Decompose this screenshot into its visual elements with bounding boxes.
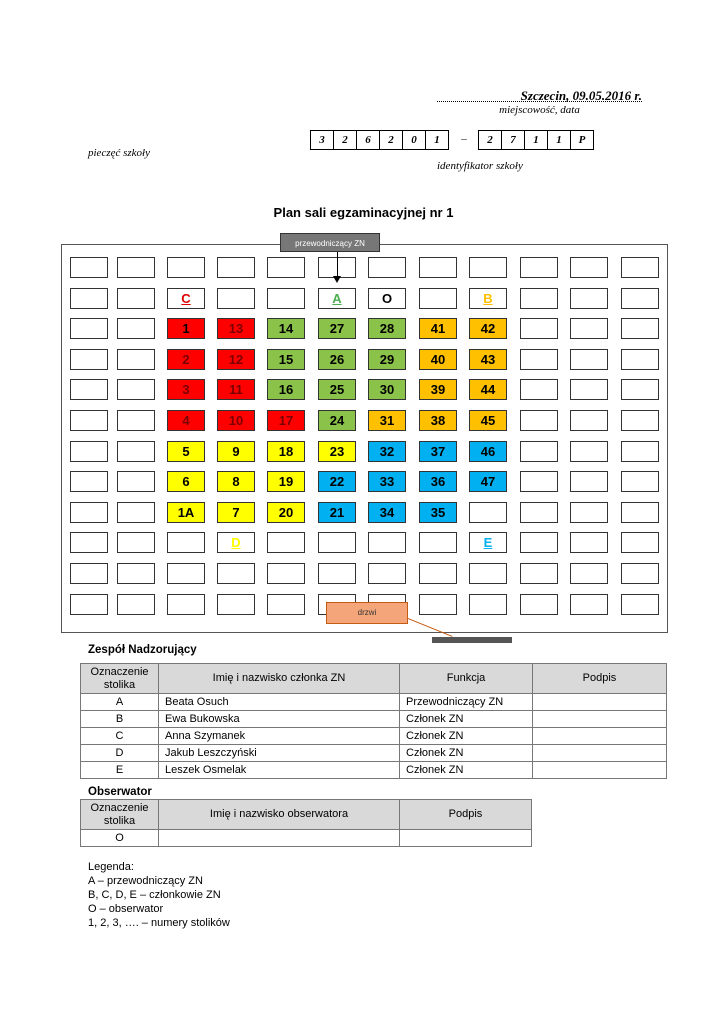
desk-empty — [117, 471, 155, 492]
desk-1A — [167, 502, 205, 523]
desk-empty — [167, 532, 205, 553]
desk-number: 7 — [232, 504, 240, 520]
desk-36 — [419, 471, 457, 492]
legend-line: A – przewodniczący ZN — [88, 875, 203, 887]
supervisor-marker: C — [181, 290, 191, 306]
desk-38 — [419, 410, 457, 431]
member-role: Przewodniczący ZN — [400, 694, 533, 711]
school-id-digit: 2 — [478, 130, 502, 150]
desk-24 — [318, 410, 356, 431]
school-id-digit: 1 — [524, 130, 548, 150]
desk-empty — [520, 410, 558, 431]
desk-empty — [117, 318, 155, 339]
desk-empty — [570, 594, 608, 615]
desk-11 — [217, 379, 255, 400]
desk-code: D — [81, 745, 159, 762]
desk-empty — [570, 379, 608, 400]
signature-cell[interactable] — [533, 711, 667, 728]
desk-number: 43 — [480, 351, 496, 367]
desk-number: 37 — [430, 443, 446, 459]
desk-number: 9 — [232, 443, 240, 459]
desk-empty — [621, 379, 659, 400]
desk-empty — [167, 594, 205, 615]
legend-title: Legenda: — [88, 861, 134, 873]
desk-empty — [419, 257, 457, 278]
desk-empty — [267, 288, 305, 309]
table-row — [81, 728, 667, 745]
table-row — [81, 745, 667, 762]
desk-empty — [621, 349, 659, 370]
desk-37 — [419, 441, 457, 462]
desk-number: 25 — [329, 382, 345, 398]
observer-title: Obserwator — [88, 786, 152, 798]
desk-empty — [117, 288, 155, 309]
desk-number: 23 — [329, 443, 345, 459]
desk-empty — [621, 257, 659, 278]
desk-9 — [217, 441, 255, 462]
desk-empty — [520, 288, 558, 309]
desk-41 — [419, 318, 457, 339]
desk-code: E — [81, 762, 159, 779]
stamp-caption: pieczęć szkoły — [88, 147, 150, 159]
desk-number: 33 — [379, 474, 395, 490]
desk-marker-A — [318, 288, 356, 309]
desk-empty — [621, 502, 659, 523]
member-role: Członek ZN — [400, 711, 533, 728]
desk-3 — [167, 379, 205, 400]
city-date: Szczecin, 09.05.2016 r. — [520, 88, 642, 103]
school-id-caption: identyfikator szkoły — [437, 160, 523, 172]
desk-5 — [167, 441, 205, 462]
desk-empty — [70, 257, 108, 278]
observer-header-desk: Oznaczenie stolika — [81, 800, 159, 830]
desk-14 — [267, 318, 305, 339]
team-table — [80, 663, 667, 779]
desk-empty — [368, 532, 406, 553]
desk-empty — [570, 532, 608, 553]
desk-empty — [70, 410, 108, 431]
school-id-digit: 2 — [333, 130, 357, 150]
desk-number: 1A — [177, 504, 195, 520]
desk-16 — [267, 379, 305, 400]
desk-4 — [167, 410, 205, 431]
desk-39 — [419, 379, 457, 400]
desk-number: 12 — [228, 351, 244, 367]
school-id-digit: P — [570, 130, 594, 150]
desk-empty — [520, 318, 558, 339]
desk-empty — [469, 563, 507, 584]
desk-empty — [117, 349, 155, 370]
chair-arrow — [337, 252, 338, 278]
desk-17 — [267, 410, 305, 431]
supervisor-marker: E — [483, 535, 493, 551]
desk-empty — [318, 563, 356, 584]
desk-20 — [267, 502, 305, 523]
legend-line: O – obserwator — [88, 903, 164, 915]
desk-number: 24 — [329, 413, 345, 428]
desk-empty — [167, 257, 205, 278]
team-header-desk: Oznaczenie stolika — [81, 664, 159, 694]
signature-cell[interactable] — [533, 762, 667, 779]
school-id — [311, 130, 594, 150]
desk-empty — [217, 594, 255, 615]
desk-empty — [267, 594, 305, 615]
desk-empty — [621, 471, 659, 492]
desk-empty — [267, 563, 305, 584]
desk-empty — [621, 318, 659, 339]
member-name: Leszek Osmelak — [159, 762, 400, 779]
desk-8 — [217, 471, 255, 492]
desk-empty — [217, 257, 255, 278]
desk-marker-E — [469, 532, 507, 553]
desk-empty — [520, 563, 558, 584]
desk-empty — [419, 288, 457, 309]
desk-empty — [520, 257, 558, 278]
member-name: Beata Osuch — [159, 694, 400, 711]
desk-number: 5 — [182, 443, 190, 459]
desk-number: 2 — [182, 351, 190, 367]
desk-33 — [368, 471, 406, 492]
desk-empty — [70, 471, 108, 492]
desk-number: 42 — [480, 321, 496, 337]
desk-empty — [70, 441, 108, 462]
desk-35 — [419, 502, 457, 523]
door-label: drzwi — [326, 602, 408, 624]
desk-number: 35 — [430, 504, 446, 520]
desk-26 — [318, 349, 356, 370]
desk-empty — [570, 563, 608, 584]
desk-10 — [217, 410, 255, 431]
desk-number: 28 — [379, 321, 395, 337]
plan-title: Plan sali egzaminacyjnej nr 1 — [273, 205, 454, 220]
desk-21 — [318, 502, 356, 523]
desk-code: B — [81, 711, 159, 728]
desk-empty — [70, 594, 108, 615]
desk-empty — [117, 379, 155, 400]
desk-empty — [520, 471, 558, 492]
member-role: Członek ZN — [400, 762, 533, 779]
school-id-digit: 0 — [402, 130, 426, 150]
desk-empty — [520, 379, 558, 400]
desk-empty — [267, 257, 305, 278]
desk-13 — [217, 318, 255, 339]
desk-empty — [419, 563, 457, 584]
desk-empty — [117, 563, 155, 584]
desk-number: 44 — [480, 382, 496, 398]
desk-empty — [570, 502, 608, 523]
desk-empty — [570, 288, 608, 309]
signature-cell[interactable] — [533, 728, 667, 745]
desk-empty — [570, 471, 608, 492]
school-id-digit: 3 — [310, 130, 334, 150]
desk-O — [368, 288, 406, 309]
school-id-digit: 7 — [501, 130, 525, 150]
school-id-digit: 6 — [356, 130, 380, 150]
desk-number: 45 — [480, 413, 496, 428]
signature-cell[interactable] — [533, 694, 667, 711]
desk-empty — [621, 288, 659, 309]
desk-45 — [469, 410, 507, 431]
desk-empty — [70, 349, 108, 370]
desk-number: 14 — [278, 321, 294, 337]
team-header-role: Funkcja — [400, 664, 533, 694]
desk-code: A — [81, 694, 159, 711]
desk-code: O — [81, 830, 159, 847]
desk-empty — [267, 532, 305, 553]
desk-number: 18 — [278, 443, 294, 459]
team-title: Zespół Nadzorujący — [88, 644, 197, 656]
desk-number: 29 — [379, 351, 395, 367]
school-id-digit: 2 — [379, 130, 403, 150]
table-row — [81, 711, 667, 728]
school-id-digit: 1 — [425, 130, 449, 150]
desk-empty — [217, 563, 255, 584]
desk-30 — [368, 379, 406, 400]
desk-empty — [368, 563, 406, 584]
desk-empty — [570, 257, 608, 278]
desk-47 — [469, 471, 507, 492]
desk-15 — [267, 349, 305, 370]
desk-empty — [621, 563, 659, 584]
desk-18 — [267, 441, 305, 462]
desk-empty — [570, 410, 608, 431]
legend-line: B, C, D, E – członkowie ZN — [88, 889, 221, 901]
chair-label: przewodniczący ZN — [280, 233, 380, 252]
desk-empty — [621, 441, 659, 462]
member-name: Jakub Leszczyński — [159, 745, 400, 762]
desk-empty — [621, 532, 659, 553]
desk-number: 6 — [182, 474, 190, 490]
city-date-caption: miejscowość, data — [499, 104, 580, 116]
desk-empty — [469, 502, 507, 523]
desk-42 — [469, 318, 507, 339]
observer-header-signature: Podpis — [400, 800, 532, 830]
desk-number: 36 — [430, 474, 446, 490]
desk-29 — [368, 349, 406, 370]
desk-empty — [621, 410, 659, 431]
desk-empty — [570, 318, 608, 339]
desk-empty — [520, 594, 558, 615]
desk-empty — [520, 502, 558, 523]
supervisor-marker: D — [231, 535, 241, 551]
desk-empty — [419, 532, 457, 553]
desk-empty — [70, 563, 108, 584]
desk-number: 41 — [430, 321, 446, 337]
desk-marker-D — [217, 532, 255, 553]
desk-number: 27 — [329, 321, 345, 337]
member-role: Członek ZN — [400, 728, 533, 745]
desk-number: 10 — [228, 413, 244, 428]
desk-23 — [318, 441, 356, 462]
desk-number: 1 — [182, 321, 190, 337]
desk-46 — [469, 441, 507, 462]
desk-empty — [318, 532, 356, 553]
desk-number: 8 — [232, 474, 240, 490]
desk-32 — [368, 441, 406, 462]
desk-marker-C — [167, 288, 205, 309]
desk-7 — [217, 502, 255, 523]
door — [432, 637, 512, 643]
member-name: Ewa Bukowska — [159, 711, 400, 728]
desk-number: 11 — [229, 382, 243, 398]
table-row — [81, 694, 667, 711]
desk-number: 3 — [182, 382, 190, 398]
member-role: Członek ZN — [400, 745, 533, 762]
observer-header-name: Imię i nazwisko obserwatora — [159, 800, 400, 830]
desk-empty — [70, 379, 108, 400]
desk-number: 21 — [329, 504, 345, 520]
signature-cell[interactable] — [400, 830, 532, 847]
desk-number: 19 — [278, 474, 294, 490]
table-row — [81, 830, 532, 847]
desk-12 — [217, 349, 255, 370]
desk-empty — [520, 349, 558, 370]
desk-28 — [368, 318, 406, 339]
desk-number: O — [381, 290, 393, 306]
desk-empty — [621, 594, 659, 615]
desk-empty — [469, 257, 507, 278]
desk-number: 15 — [278, 351, 294, 367]
supervisor-marker: A — [332, 290, 342, 306]
legend-line: 1, 2, 3, …. – numery stolików — [88, 917, 230, 929]
team-header-name: Imię i nazwisko członka ZN — [159, 664, 400, 694]
desk-43 — [469, 349, 507, 370]
desk-22 — [318, 471, 356, 492]
desk-empty — [570, 441, 608, 462]
desk-empty — [70, 288, 108, 309]
desk-44 — [469, 379, 507, 400]
desk-1 — [167, 318, 205, 339]
desk-number: 34 — [379, 504, 395, 520]
desk-25 — [318, 379, 356, 400]
desk-number: 38 — [430, 413, 446, 428]
desk-empty — [117, 441, 155, 462]
desk-empty — [520, 532, 558, 553]
desk-empty — [419, 594, 457, 615]
desk-empty — [70, 532, 108, 553]
table-row — [81, 762, 667, 779]
desk-empty — [570, 349, 608, 370]
desk-code: C — [81, 728, 159, 745]
desk-27 — [318, 318, 356, 339]
desk-2 — [167, 349, 205, 370]
desk-31 — [368, 410, 406, 431]
desk-empty — [117, 257, 155, 278]
team-header-signature: Podpis — [533, 664, 667, 694]
desk-empty — [520, 441, 558, 462]
desk-number: 30 — [379, 382, 395, 398]
observer-name[interactable] — [159, 830, 400, 847]
desk-number: 31 — [379, 413, 395, 428]
desk-empty — [117, 502, 155, 523]
desk-empty — [70, 502, 108, 523]
desk-empty — [469, 594, 507, 615]
desk-number: 20 — [278, 504, 294, 520]
desk-40 — [419, 349, 457, 370]
school-id-dash: – — [461, 133, 467, 145]
desk-empty — [70, 318, 108, 339]
legend — [88, 860, 230, 930]
desk-number: 17 — [278, 413, 294, 428]
desk-empty — [167, 563, 205, 584]
desk-number: 16 — [278, 382, 294, 398]
arrow-down-icon — [333, 276, 341, 283]
desk-number: 13 — [228, 321, 244, 337]
desk-34 — [368, 502, 406, 523]
desk-empty — [117, 532, 155, 553]
observer-table — [80, 799, 532, 847]
desk-number: 40 — [430, 351, 446, 367]
desk-number: 39 — [430, 382, 446, 398]
supervisor-marker: B — [483, 290, 493, 306]
desk-number: 4 — [182, 413, 190, 428]
desk-number: 32 — [379, 443, 395, 459]
desk-number: 26 — [329, 351, 345, 367]
member-name: Anna Szymanek — [159, 728, 400, 745]
city-date-line — [437, 101, 642, 102]
signature-cell[interactable] — [533, 745, 667, 762]
desk-marker-B — [469, 288, 507, 309]
desk-empty — [368, 257, 406, 278]
desk-number: 46 — [480, 443, 496, 459]
desk-number: 22 — [329, 474, 345, 490]
desk-6 — [167, 471, 205, 492]
desk-empty — [117, 410, 155, 431]
desk-empty — [117, 594, 155, 615]
desk-empty — [217, 288, 255, 309]
school-id-digit: 1 — [547, 130, 571, 150]
desk-number: 47 — [480, 474, 496, 490]
desk-19 — [267, 471, 305, 492]
